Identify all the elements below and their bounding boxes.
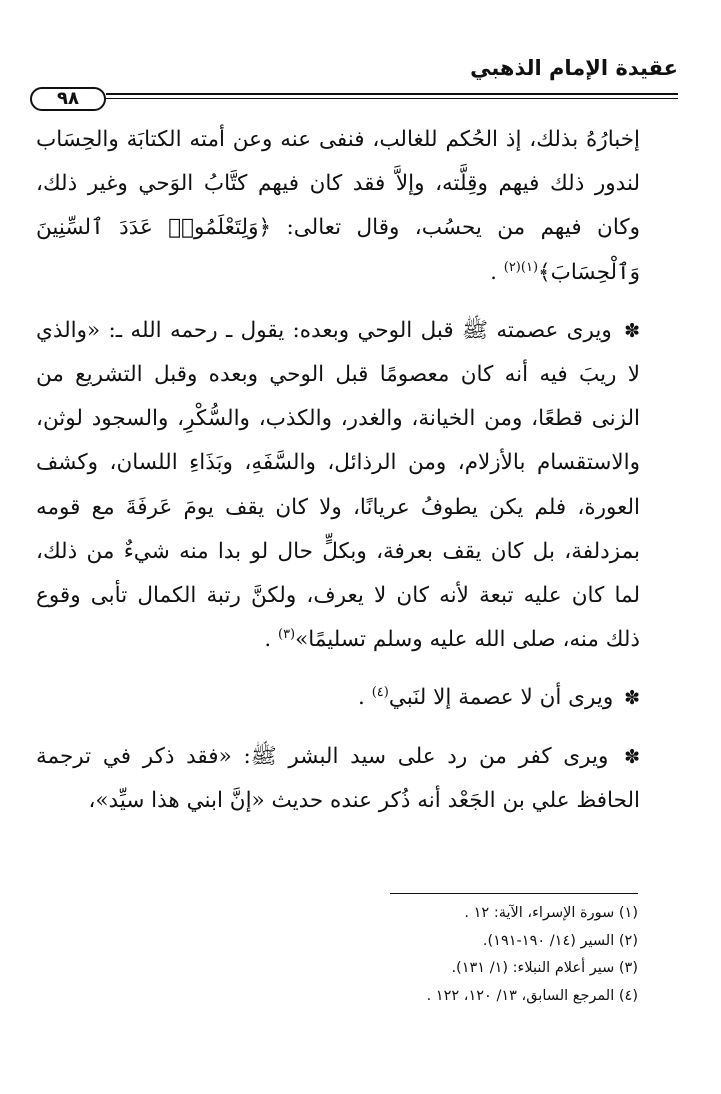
page-header (30, 44, 678, 109)
paragraph-tail: . (358, 685, 372, 711)
paragraph (36, 676, 640, 720)
paragraph (36, 735, 640, 823)
paragraph-tail: . (490, 259, 504, 285)
paragraph-text: ويرى أن لا عصمة إلا لنَبي (388, 685, 614, 711)
footnote-ref: (٤) (371, 685, 389, 701)
paragraph-text: ويرى كفر من رد على سيد البشر ﷺ: «فقد ذكر في ترجمة الحافظ علي بن الجَعْد أنه ذُكر عنده حديث «إنَّ ابني هذا سيِّد»، (36, 743, 640, 813)
footnote-separator (390, 893, 638, 894)
running-title: عقيدة الإمام الذهبي (470, 56, 678, 80)
header-rule-thin (106, 98, 678, 99)
page-number: ٩٨ (30, 87, 106, 111)
footnotes (240, 900, 638, 1010)
footnote: (٣) سير أعلام النبلاء: (١/ ١٣١). (451, 960, 638, 976)
header-rule (106, 93, 678, 95)
paragraph-text: ويرى عصمته ﷺ قبل الوحي وبعده: يقول ـ رحمه الله ـ: «والذي لا ريبَ فيه أنه كان معصومًا قبل الوحي وبعده وقبل التشريع من الزنى قطعًا، ومن الخيانة، والغدر، والكذب، والسُّكْرِ، والسجود لوثن، والاستقسام بالأزلام، ومن الرذائل، والسَّفَهِ، وبَذَاءِ اللسان، وكشف العورة، فلم يكن يطوفُ عريانًا، ولا كان يقف يومَ عَرفَةَ مع قومه بمزدلفة، بل كان يقف بعرفة، وبكلٍّ حال لو بدا منه شيءٌ من ذلك، لما كان عليه تبعة لأنه كان لا يعرف، ولكنَّ رتبة الكمال تأبى وقوع ذلك منه، صلى الله عليه وسلم تسليمًا» (36, 317, 640, 653)
footnote-ref: (١)(٢) (503, 259, 539, 275)
footnote-ref: (٣) (277, 627, 296, 643)
asterisk-bullet-icon: ✽ (624, 745, 640, 768)
asterisk-bullet-icon: ✽ (624, 687, 640, 710)
asterisk-bullet-icon: ✽ (624, 319, 640, 342)
footnote: (١) سورة الإسراء، الآية: ١٢ . (464, 905, 638, 921)
footnote: (٤) المرجع السابق، ١٣/ ١٢٠، ١٢٢ . (426, 987, 638, 1004)
paragraph (36, 309, 640, 663)
paragraph-text: إخبارُهُ بذلك، إذ الحُكم للغالب، فنفى عنه وعن أمته الكتابَة والحِسَاب لندور ذلك فيهم وقِلَّته، وإلاَّ فقد كان فيهم كتَّابُ الوَحي وغير ذلك، وكان فيهم من يحسُب، وقال تعالى: ﴿وَلِتَعْلَمُوا۟ عَدَدَ ٱلسِّنِينَ وَٱلْحِسَابَ﴾ (36, 127, 641, 285)
footnote: (٢) السير (١٤/ ١٩٠-١٩١). (482, 932, 638, 949)
paragraph-tail: . (264, 627, 278, 653)
main-text (36, 118, 640, 823)
paragraph (36, 118, 640, 295)
